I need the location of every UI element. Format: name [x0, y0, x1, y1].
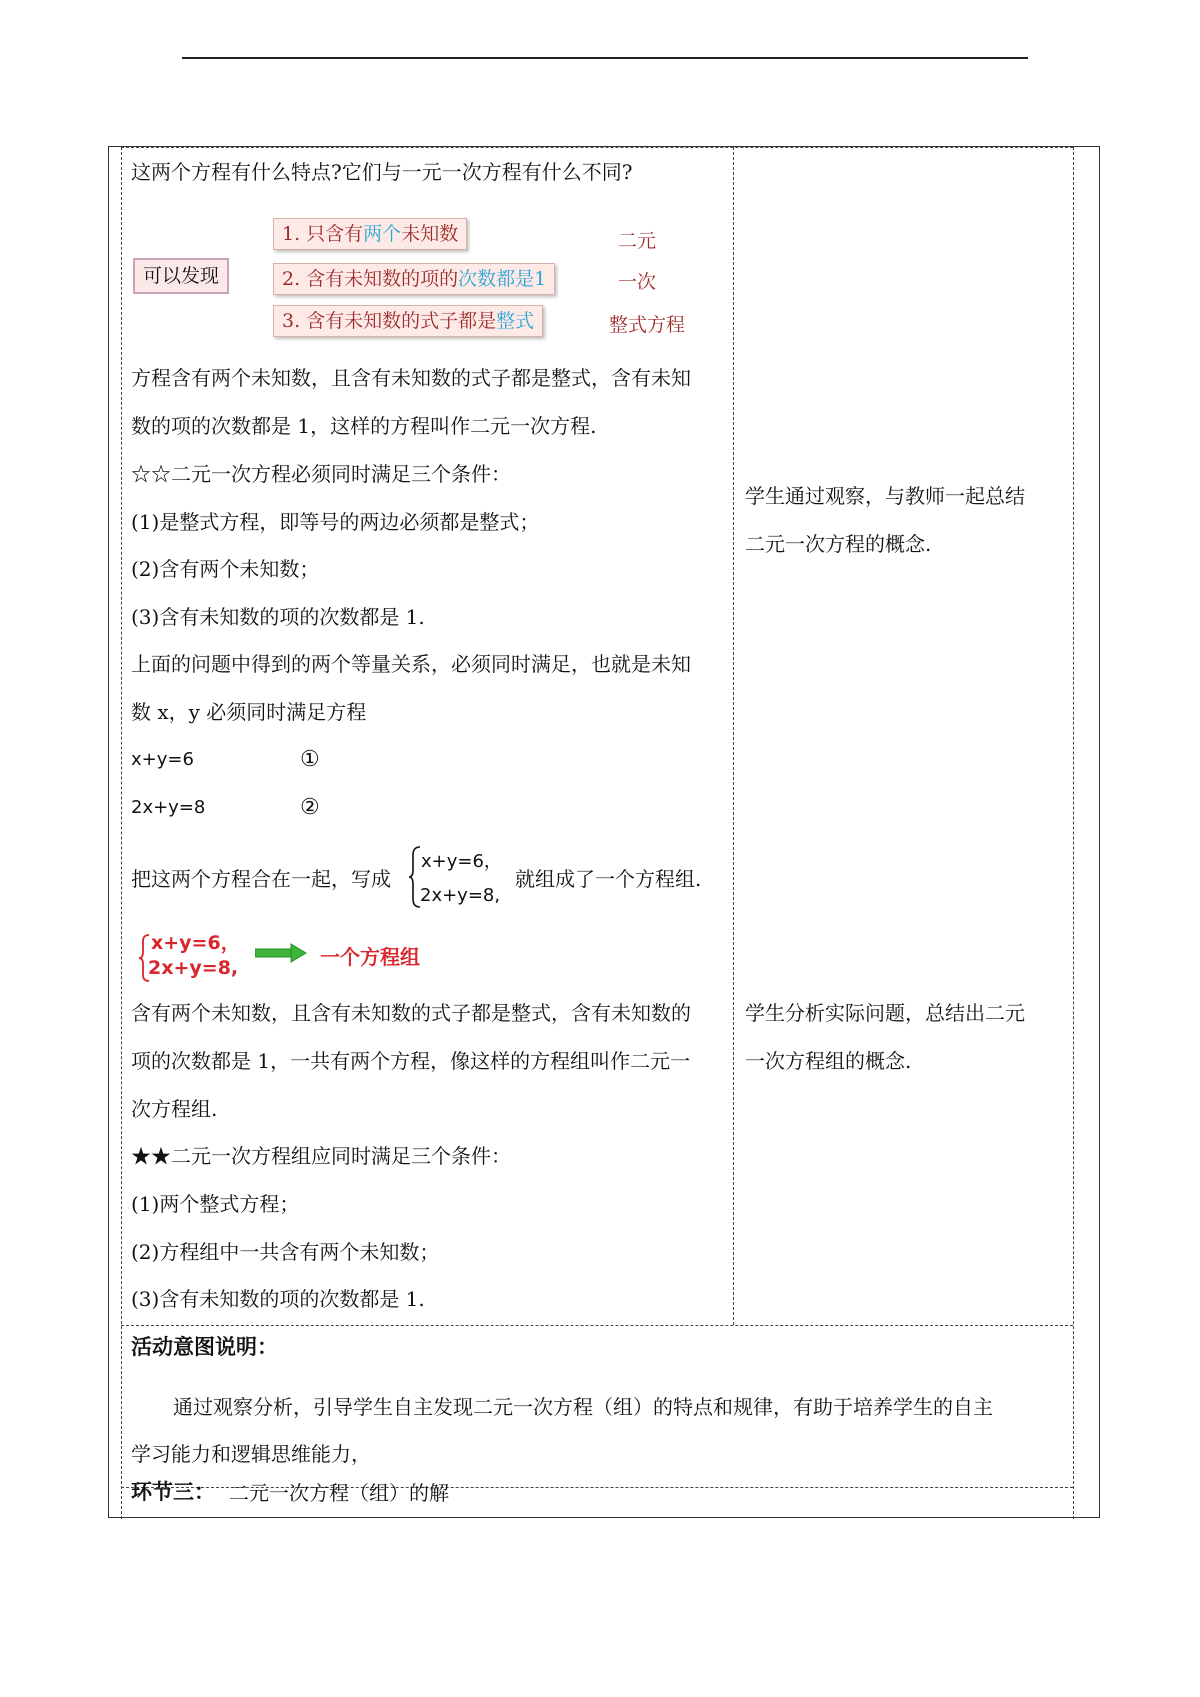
definition-sys-line2: 项的次数都是 1，一共有两个方程，像这样的方程组叫作二元一: [131, 1049, 691, 1073]
header-rule: [182, 57, 1028, 59]
combine-system-2: 2x+y=8,: [420, 885, 501, 906]
conditions-eq-3: (3)含有未知数的项的次数都是 1.: [131, 605, 425, 629]
student-note-1-line1: 学生通过观察，与教师一起总结: [745, 484, 1025, 508]
feature-3-highlight: 整式: [496, 310, 535, 332]
feature-3-prefix: 3. 含有未知数的式子都是: [282, 310, 497, 332]
tag-yici: 一次: [618, 271, 657, 293]
feature-1: [273, 218, 467, 250]
intent-line2: 学习能力和逻辑思维能力，: [131, 1442, 371, 1466]
feature-2-highlight: 次数都是1: [458, 268, 547, 290]
section3-title: 二元一次方程（组）的解: [229, 1481, 449, 1505]
conditions-sys-1: (1)两个整式方程；: [131, 1192, 300, 1216]
student-note-2-line1: 学生分析实际问题，总结出二元: [745, 1001, 1025, 1025]
feature-2-prefix: 2. 含有未知数的项的: [282, 268, 459, 290]
definition-eq-line1: 方程含有两个未知数，且含有未知数的式子都是整式，含有未知: [131, 366, 691, 390]
feature-2: [273, 263, 555, 295]
combine-prefix: 把这两个方程合在一起，写成: [131, 867, 391, 891]
red-system-2: 2x+y=8,: [148, 957, 239, 979]
row-divider-1: [121, 1325, 1073, 1326]
feature-1-highlight: 两个: [363, 223, 402, 245]
equation-1: x+y=6: [131, 749, 194, 770]
red-system-label: 一个方程组: [320, 945, 420, 969]
intent-heading: 活动意图说明：: [131, 1334, 278, 1359]
student-note-2-line2: 一次方程组的概念.: [745, 1049, 912, 1073]
conditions-sys-3: (3)含有未知数的项的次数都是 1.: [131, 1287, 425, 1311]
red-system-1: x+y=6，: [151, 932, 240, 954]
question-text: 这两个方程有什么特点?它们与一元一次方程有什么不同?: [131, 160, 633, 184]
feature-3: [273, 305, 543, 337]
conditions-eq-2: (2)含有两个未知数；: [131, 557, 320, 581]
section3-label: 环节三：: [131, 1479, 215, 1504]
equation-2: 2x+y=8: [131, 797, 206, 818]
column-divider: [733, 147, 734, 1325]
relation-line1: 上面的问题中得到的两个等量关系，必须同时满足，也就是未知: [131, 652, 691, 676]
tag-zhengshi: 整式方程: [609, 314, 686, 336]
definition-sys-line1: 含有两个未知数，且含有未知数的式子都是整式，含有未知数的: [131, 1001, 691, 1025]
discover-label: 可以发现: [133, 258, 229, 294]
student-note-1-line2: 二元一次方程的概念.: [745, 532, 932, 556]
inner-right-border: [1073, 147, 1074, 1519]
inner-left-border: [121, 147, 122, 1519]
right-arrow-icon: [255, 943, 307, 963]
conditions-sys-2: (2)方程组中一共含有两个未知数；: [131, 1240, 440, 1264]
inner-top-border: [121, 147, 1073, 148]
conditions-eq-heading: ☆☆二元一次方程必须同时满足三个条件：: [131, 462, 511, 486]
feature-1-suffix: 未知数: [401, 223, 459, 245]
feature-1-prefix: 1. 只含有: [282, 223, 364, 245]
definition-sys-line3: 次方程组.: [131, 1097, 218, 1121]
combine-system-1: x+y=6，: [421, 851, 502, 872]
tag-erling: 二元: [618, 230, 657, 252]
relation-line2: 数 x，y 必须同时满足方程: [131, 700, 367, 724]
definition-eq-line2: 数的项的次数都是 1，这样的方程叫作二元一次方程.: [131, 414, 597, 438]
equation-2-mark: ②: [300, 795, 320, 820]
conditions-sys-heading: ★★二元一次方程组应同时满足三个条件：: [131, 1144, 511, 1168]
lesson-table: [108, 146, 1100, 1518]
intent-line1: 通过观察分析，引导学生自主发现二元一次方程（组）的特点和规律，有助于培养学生的自主: [173, 1395, 993, 1419]
combine-suffix: 就组成了一个方程组.: [515, 867, 702, 891]
equation-1-mark: ①: [300, 747, 320, 772]
conditions-eq-1: (1)是整式方程，即等号的两边必须都是整式；: [131, 510, 540, 534]
